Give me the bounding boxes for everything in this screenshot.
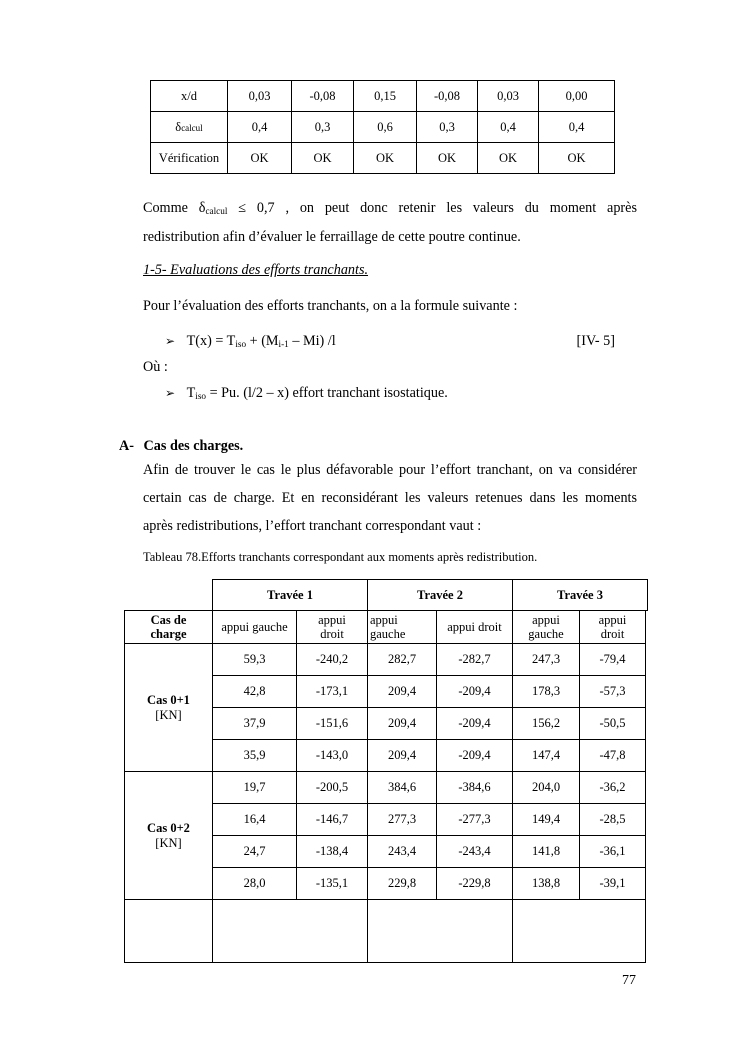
table-cell: -173,1 <box>297 676 368 708</box>
table-cell: -282,7 <box>437 644 513 676</box>
table-cell: -135,1 <box>297 868 368 900</box>
paragraph-line: Afin de trouver le cas le plus défavorable pour l’effort tranchant, on va considérer <box>143 462 637 478</box>
column-header: appui droit <box>297 611 368 644</box>
span-header-table <box>212 579 648 611</box>
table-cell: OK <box>354 143 417 174</box>
table-cell: 24,7 <box>213 836 297 868</box>
text: Comme δ <box>143 200 206 216</box>
paragraph-cases <box>143 456 637 540</box>
table-cell: -0,08 <box>417 81 478 112</box>
table-cell: -50,5 <box>580 708 646 740</box>
column-header: appui gauche <box>513 611 580 644</box>
table-cell: 147,4 <box>513 740 580 772</box>
table-cell: 42,8 <box>213 676 297 708</box>
table-cell: 247,3 <box>513 644 580 676</box>
case-cell <box>125 644 213 772</box>
paragraph-line: après redistributions, l’effort tranchant correspondant vaut : <box>143 518 482 534</box>
table-cell: -277,3 <box>437 804 513 836</box>
table-cell: -36,1 <box>580 836 646 868</box>
column-header: appui droit <box>437 611 513 644</box>
paragraph-line: certain cas de charge. Et en reconsidérant les valeurs retenues dans les moments <box>143 490 637 506</box>
paragraph-line <box>143 194 637 223</box>
delta-symbol: δ <box>175 119 182 134</box>
table-row <box>151 143 615 174</box>
row-label: Vérification <box>151 143 228 174</box>
table-cell: -79,4 <box>580 644 646 676</box>
table-cell: 243,4 <box>368 836 437 868</box>
equation-reference: [IV- 5] <box>576 333 615 349</box>
subscript: calcul <box>205 206 228 217</box>
row-label: x/d <box>151 81 228 112</box>
table-cell: 28,0 <box>213 868 297 900</box>
table-cell: -0,08 <box>292 81 354 112</box>
table-cell: 59,3 <box>213 644 297 676</box>
subscript: i-1 <box>278 339 289 350</box>
table-cell: 277,3 <box>368 804 437 836</box>
table-cell: -28,5 <box>580 804 646 836</box>
formula <box>187 333 336 349</box>
table-cell: 204,0 <box>513 772 580 804</box>
table-cell: 16,4 <box>213 804 297 836</box>
table-cell: -36,2 <box>580 772 646 804</box>
span-header-cell: Travée 3 <box>513 580 648 611</box>
text: T <box>186 385 196 401</box>
table-cell: -209,4 <box>437 740 513 772</box>
section-heading: 1-5- Evaluations des efforts tranchants. <box>143 262 369 278</box>
table-cell: 156,2 <box>513 708 580 740</box>
case-header: Cas de charge <box>125 611 213 644</box>
table-cell: 0,4 <box>539 112 615 143</box>
empty-cell <box>125 900 213 963</box>
table-cell: 35,9 <box>213 740 297 772</box>
page-number: 77 <box>622 973 636 988</box>
table-cell: -209,4 <box>437 676 513 708</box>
table-cell: 384,6 <box>368 772 437 804</box>
formula-line <box>165 327 615 356</box>
table-cell: 229,8 <box>368 868 437 900</box>
table-cell: -138,4 <box>297 836 368 868</box>
verification-table <box>150 80 615 174</box>
table-cell: 138,8 <box>513 868 580 900</box>
subsection-title: Cas des charges. <box>143 438 244 454</box>
table-cell: 0,3 <box>292 112 354 143</box>
text: – Mi) /l <box>288 333 336 349</box>
text: + (M <box>246 333 279 349</box>
row-label <box>151 112 228 143</box>
formula-intro: Pour l’évaluation des efforts tranchants, on a la formule suivante : <box>143 298 518 314</box>
table-row <box>213 580 648 611</box>
table-caption: Tableau 78.Efforts tranchants correspondant aux moments après redistribution. <box>143 550 538 564</box>
empty-cell <box>513 900 646 963</box>
column-header: appui gauche <box>213 611 297 644</box>
table-cell: 37,9 <box>213 708 297 740</box>
table-cell: 282,7 <box>368 644 437 676</box>
table-cell: -143,0 <box>297 740 368 772</box>
subscript: iso <box>235 339 247 350</box>
table-cell: 0,3 <box>417 112 478 143</box>
shear-force-table <box>124 610 646 963</box>
case-label: Cas 0+1 <box>147 692 190 707</box>
arrow-bullet-icon: ➢ <box>165 334 176 348</box>
table-cell: -39,1 <box>580 868 646 900</box>
table-header-row <box>125 611 646 644</box>
table-cell: 0,4 <box>228 112 292 143</box>
table-cell: 0,03 <box>228 81 292 112</box>
unit-label: [KN] <box>155 707 182 722</box>
table-cell: -243,4 <box>437 836 513 868</box>
table-row <box>125 644 646 676</box>
table-cell: OK <box>417 143 478 174</box>
table-cell: -209,4 <box>437 708 513 740</box>
span-header-cell: Travée 2 <box>368 580 513 611</box>
table-cell: 0,03 <box>478 81 539 112</box>
table-cell: -240,2 <box>297 644 368 676</box>
subscript: iso <box>195 391 207 402</box>
table-cell: -47,8 <box>580 740 646 772</box>
table-row <box>151 81 615 112</box>
span-header-cell: Travée 1 <box>213 580 368 611</box>
table-cell: 0,15 <box>354 81 417 112</box>
table-row <box>151 112 615 143</box>
table-cell: -146,7 <box>297 804 368 836</box>
table-cell: 0,00 <box>539 81 615 112</box>
table-cell: -384,6 <box>437 772 513 804</box>
table-cell: OK <box>228 143 292 174</box>
table-cell: OK <box>539 143 615 174</box>
table-cell: -229,8 <box>437 868 513 900</box>
arrow-bullet-icon: ➢ <box>165 386 176 400</box>
table-cell: 19,7 <box>213 772 297 804</box>
text: = Pu. (l/2 – x) effort tranchant isostatique. <box>206 385 448 401</box>
table-cell: -200,5 <box>297 772 368 804</box>
paragraph-conclusion <box>143 194 637 251</box>
table-cell: 141,8 <box>513 836 580 868</box>
unit-label: [KN] <box>155 835 182 850</box>
table-cell: 178,3 <box>513 676 580 708</box>
table-cell: 149,4 <box>513 804 580 836</box>
table-cell: 0,4 <box>478 112 539 143</box>
empty-table-row <box>125 900 646 963</box>
table-cell: OK <box>292 143 354 174</box>
subscript: calcul <box>181 122 203 133</box>
ou-label: Où : <box>143 359 168 375</box>
table-cell: OK <box>478 143 539 174</box>
table-cell: 209,4 <box>368 740 437 772</box>
column-header: appui gauche <box>368 611 437 644</box>
definition-line <box>165 379 448 408</box>
table-cell: 209,4 <box>368 708 437 740</box>
paragraph-line: redistribution afin d’évaluer le ferraillage de cette poutre continue. <box>143 229 521 245</box>
subsection-marker: A- <box>119 438 134 454</box>
table-cell: -151,6 <box>297 708 368 740</box>
empty-cell <box>213 900 368 963</box>
text: T(x) = T <box>186 333 236 349</box>
table-cell: 0,6 <box>354 112 417 143</box>
definition <box>187 385 448 401</box>
table-cell: -57,3 <box>580 676 646 708</box>
case-cell <box>125 772 213 900</box>
empty-cell <box>368 900 513 963</box>
case-label: Cas 0+2 <box>147 820 190 835</box>
table-cell: 209,4 <box>368 676 437 708</box>
text: ≤ 0,7 , on peut donc retenir les valeurs du moment après <box>227 200 637 216</box>
table-row <box>125 772 646 804</box>
column-header: appui droit <box>580 611 646 644</box>
